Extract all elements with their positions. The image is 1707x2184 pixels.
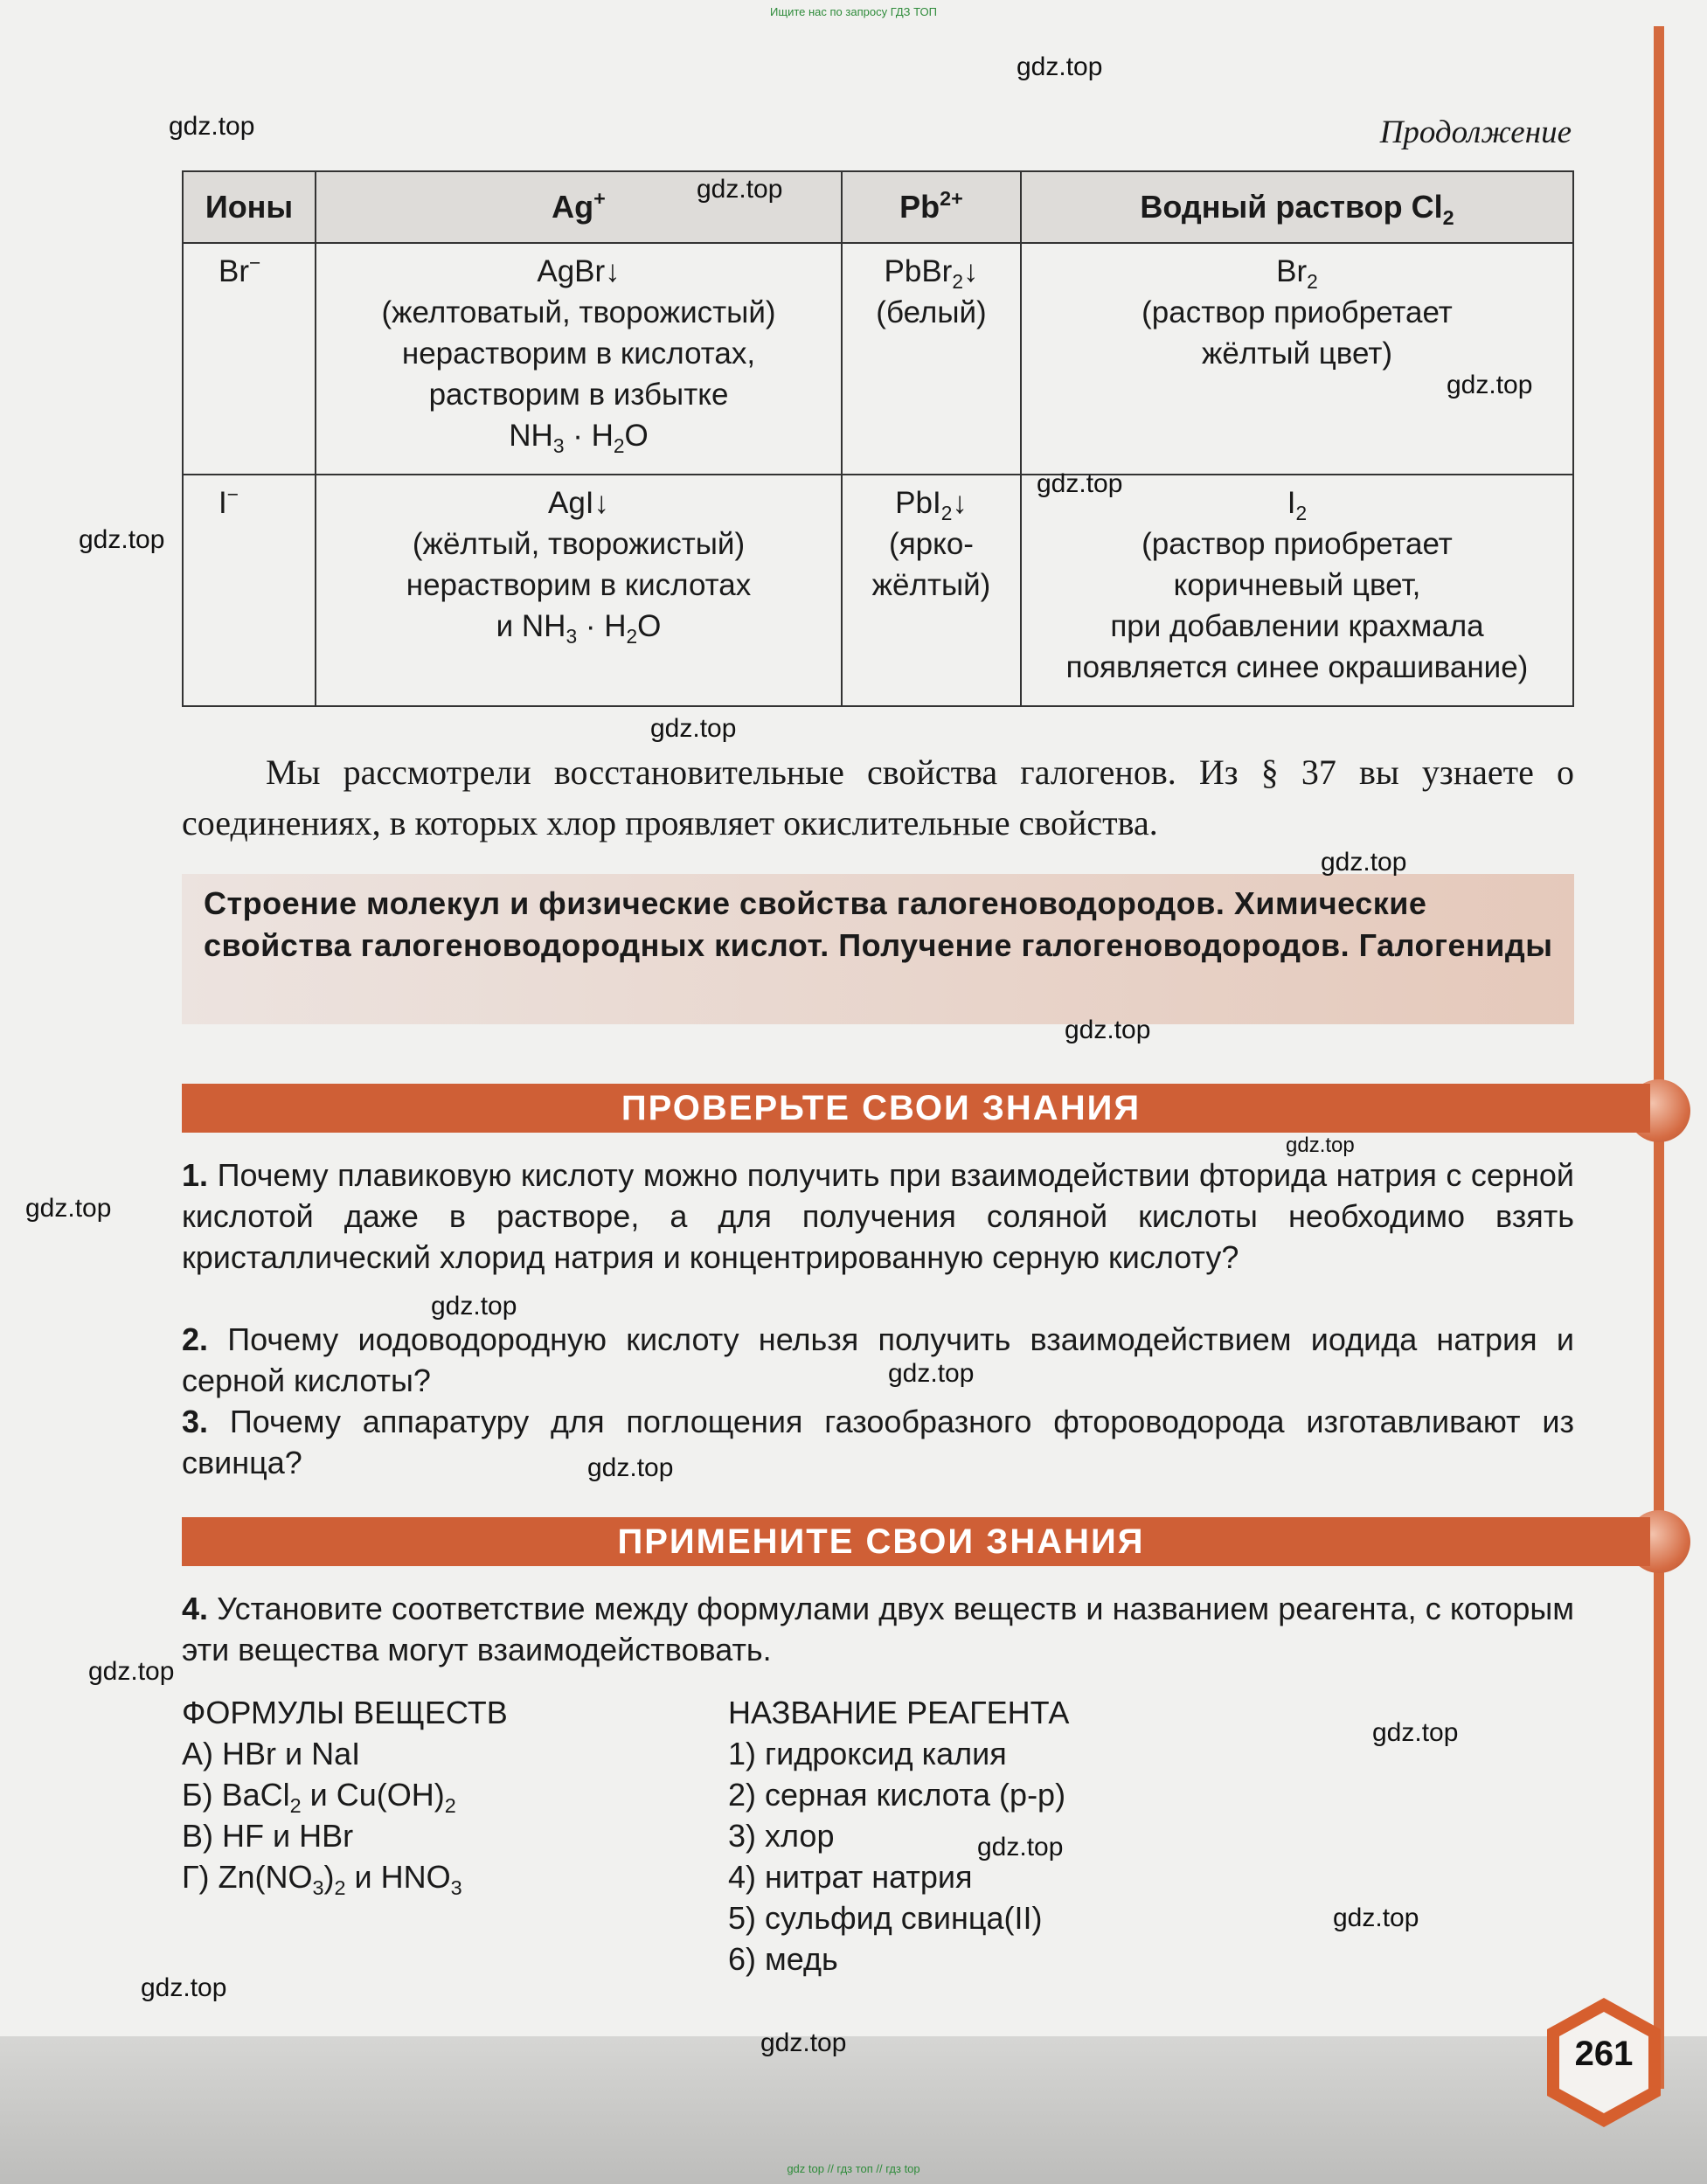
table-row (183, 475, 1573, 706)
cell-ion-br: Br− (183, 243, 316, 475)
question-2: 2. Почему иодоводородную кислоту нельзя получить взаимодействием иодида натрия и серной кислоты? (182, 1321, 1574, 1398)
cell-ag-br: AgBr↓ (желтоватый, творожистый) нерастворим в кислотах, растворим в избытке $NH_3 \cdot H_2O$ (316, 243, 842, 475)
right-margin-rule (1654, 26, 1664, 2089)
table-header-row (183, 171, 1573, 243)
watermark-text: gdz.top (760, 2028, 847, 2057)
watermark-text: gdz.top (1333, 1903, 1419, 1932)
formula-b: Б) BaCl$_2$ и $Cu(OH)_2$ (182, 1777, 456, 1818)
ad-banner-bottom[interactable]: gdz top // гдз топ // гдз top (787, 2162, 920, 2175)
watermark-text: gdz.top (888, 1359, 975, 1388)
topic-summary-box (182, 874, 1574, 1024)
ad-banner-top[interactable]: Ищите нас по запросу ГДЗ ТОП (770, 5, 937, 18)
watermark-text: gdz.top (25, 1194, 112, 1223)
cell-pb-i: PbI$_2$↓ (ярко- жёлтый) (842, 475, 1021, 706)
continuation-label: Продолжение (1379, 114, 1572, 150)
watermark-text: gdz.top (1286, 1134, 1355, 1157)
section-banner-check: ПРОВЕРЬТЕ СВОИ ЗНАНИЯ (182, 1084, 1650, 1133)
question-4: 4. Установите соответствие между формулами двух веществ и названием реагента, с которым эти вещества могут взаимодействовать. (182, 1591, 1574, 1667)
watermark-text: gdz.top (650, 714, 737, 743)
cell-ag-i: AgI↓ (жёлтый, творожистый) нерастворим в кислотах и $NH_3 \cdot H_2O$ (316, 475, 842, 706)
watermark-text: gdz.top (169, 112, 255, 141)
section-banner-apply: ПРИМЕНИТЕ СВОИ ЗНАНИЯ (182, 1517, 1650, 1566)
watermark-text: gdz.top (88, 1657, 175, 1686)
formula-c: В) HF и HBr (182, 1818, 354, 1854)
formulas-column (182, 1692, 508, 1900)
topic-summary-text: Строение молекул и физические свойства галогеноводородов. Химические свойства галогеноводородных кислот. Получение галогеноводородов. Галогениды (204, 885, 1553, 963)
list-item: 3) хлор (728, 1818, 835, 1854)
header-pb: $Pb^{2+}$ (842, 171, 1021, 243)
watermark-text: gdz.top (431, 1292, 517, 1321)
cell-cl2-i: $I_2$ (раствор приобретает коричневый цвет, при добавлении крахмала появляется синее окрашивание) (1021, 475, 1573, 706)
header-ions: Ионы (183, 171, 316, 243)
list-item: 2) серная кислота (р-р) (728, 1777, 1066, 1813)
watermark-text: gdz.top (1037, 469, 1123, 498)
cell-ion-i: I− (183, 475, 316, 706)
cell-pb-br: PbBr$_2$↓ (белый) (842, 243, 1021, 475)
reagents-heading: НАЗВАНИЕ РЕАГЕНТА (728, 1695, 1070, 1730)
watermark-text: gdz.top (1372, 1718, 1459, 1747)
watermark-text: gdz.top (1065, 1016, 1151, 1044)
list-item: 4) нитрат натрия (728, 1859, 973, 1895)
watermark-text: gdz.top (141, 1973, 227, 2002)
summary-paragraph: Мы рассмотрели восстановительные свойства галогенов. Из § 37 вы узнаете о соединениях, в которых хлор проявляет окислительные свойства. (182, 752, 1574, 842)
formulas-heading: ФОРМУЛЫ ВЕЩЕСТВ (182, 1695, 508, 1730)
watermark-text: gdz.top (587, 1453, 674, 1482)
watermark-text: gdz.top (697, 175, 783, 204)
watermark-text: gdz.top (977, 1833, 1064, 1862)
list-item: 5) сульфид свинца(II) (728, 1900, 1043, 1936)
watermark-text: gdz.top (79, 525, 165, 554)
halide-reactions-table (182, 170, 1574, 707)
header-cl2: Водный раствор $Cl_2$ (1021, 171, 1573, 243)
watermark-text: gdz.top (1017, 52, 1103, 81)
cell-cl2-br: $Br_2$ (раствор приобретает жёлтый цвет) (1021, 243, 1573, 475)
question-1: 1. Почему плавиковую кислоту можно получить при взаимодействии фторида натрия с серной кислотой даже в растворе, а для получения соляной кислоты необходимо взять кристаллический хлорид натрия и концентрированную серную кислоту? (182, 1157, 1574, 1275)
formula-a: А) HBr и NaI (182, 1736, 361, 1771)
watermark-text: gdz.top (1321, 848, 1407, 877)
header-ag: Ag+ (316, 171, 842, 243)
list-item: 6) медь (728, 1941, 838, 1977)
question-3: 3. Почему аппаратуру для поглощения газообразного фтороводорода изготавливают из свинца? (182, 1404, 1574, 1480)
page-number-badge (1538, 1993, 1669, 2132)
table-row (183, 243, 1573, 475)
watermark-text: gdz.top (1447, 371, 1533, 399)
formula-d: Г) $Zn(NO_3)_2$ и $HNO_3$ (182, 1859, 462, 1900)
page-number: 261 (1574, 2035, 1634, 2073)
list-item: 1) гидроксид калия (728, 1736, 1007, 1771)
